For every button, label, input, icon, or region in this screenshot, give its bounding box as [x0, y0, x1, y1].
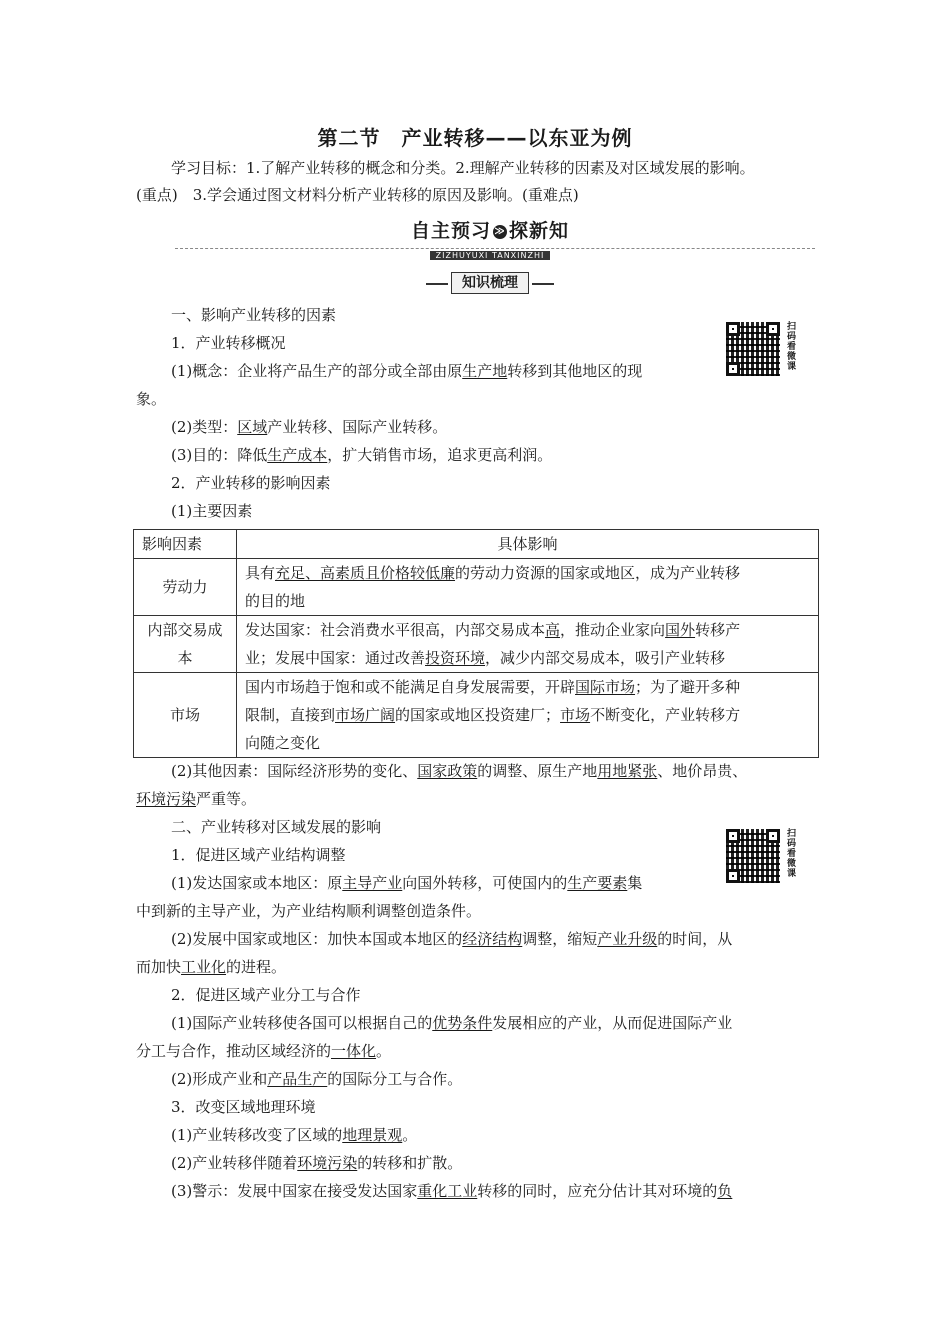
blank-answer: 环境污染: [297, 1154, 358, 1172]
text: 发达国家：社会消费水平很高，内部交易成本: [245, 621, 546, 639]
part2-s2-heading: 2．促进区域产业分工与合作: [171, 986, 361, 1004]
blank-answer: 国际市场: [575, 678, 636, 696]
main-factors-heading: (1)主要因素: [171, 502, 253, 520]
text: 、地价昂贵、: [657, 762, 748, 780]
blank-answer: 生产地: [462, 362, 508, 380]
blank-answer: 经济结构: [462, 930, 523, 948]
text: (1)发达国家或本地区：原: [171, 874, 343, 892]
text: 业；发展中国家：通过改善: [245, 649, 426, 667]
text: ，推动企业家向: [560, 621, 666, 639]
text: (1)产业转移改变了区域的: [171, 1126, 343, 1144]
blank-answer: 市场广阔: [335, 706, 396, 724]
text: (1)国际产业转移使各国可以根据自己的: [171, 1014, 433, 1032]
text: ，扩大销售市场，追求更高利润。: [327, 446, 553, 464]
section-tag: [430, 272, 550, 294]
text: (3)警示：发展中国家在接受发达国家: [171, 1182, 418, 1200]
text: (2)形成产业和: [171, 1070, 268, 1088]
factor-detail: [237, 616, 819, 673]
text: 向随之变化: [245, 734, 321, 752]
blank-answer: 产品生产: [267, 1070, 328, 1088]
environment-line1: [171, 1125, 417, 1145]
qr-caption: 扫码看微课: [787, 829, 797, 879]
part1-s2-heading: 2．产业转移的影响因素: [171, 474, 331, 492]
text: 转移产: [695, 621, 741, 639]
text: 的劳动力资源的国家或地区，成为产业转移: [455, 564, 741, 582]
text: 分工与合作，推动区域经济的: [136, 1042, 332, 1060]
blank-answer: 地理景观: [342, 1126, 403, 1144]
factor-detail: [237, 559, 819, 616]
text: 而加快: [136, 958, 182, 976]
part2-s1-heading: 1．促进区域产业结构调整: [171, 846, 346, 864]
blank-answer: 国外: [665, 621, 696, 639]
text: 向国外转移，可使国内的: [402, 874, 568, 892]
banner-title-left: 自主预习: [410, 220, 491, 242]
qr-code-icon[interactable]: [726, 322, 780, 376]
developed-line: [171, 873, 642, 893]
factor-name: [134, 616, 237, 673]
text: 的国际分工与合作。: [327, 1070, 463, 1088]
table-row: [134, 559, 819, 616]
developing-line-cont: [136, 957, 286, 977]
text: 转移到其他地区的现: [507, 362, 643, 380]
text: 严重等。: [196, 790, 257, 808]
table-header-cell: 影响因素: [134, 530, 237, 559]
concept-line-cont: 象。: [136, 390, 167, 408]
blank-answer: 市场: [560, 706, 591, 724]
blank-answer: 优势条件: [432, 1014, 493, 1032]
text: 限制，直接到: [245, 706, 336, 724]
text: (2)类型：: [171, 418, 238, 436]
qr-caption: 扫码看微课: [787, 322, 797, 372]
types-line: [171, 417, 447, 437]
text: 内部交易成: [147, 621, 223, 639]
text: 转移的同时，应充分估计其对环境的: [477, 1182, 718, 1200]
purpose-line: [171, 445, 552, 465]
text: 。: [402, 1126, 418, 1144]
text: (2)发展中国家或地区：加快本国或本地区的: [171, 930, 463, 948]
part1-s1-heading: 1．产业转移概况: [171, 334, 286, 352]
blank-answer: 产业升级: [597, 930, 658, 948]
blank-answer: 生产要素: [567, 874, 628, 892]
banner-subtitle: ZIZHUYUXI TANXINZHI: [430, 251, 551, 260]
blank-answer: 投资环境: [425, 649, 486, 667]
cooperation-line1-cont: [136, 1041, 391, 1061]
text: 产业转移、国际产业转移。: [267, 418, 448, 436]
blank-answer: 区域: [237, 418, 268, 436]
text: 发展相应的产业，从而促进国际产业: [492, 1014, 733, 1032]
factor-name: 市场: [134, 673, 237, 758]
qr-code-icon[interactable]: [726, 829, 780, 883]
banner-arrow-icon: ≫: [494, 225, 506, 237]
blank-answer: 一体化: [331, 1042, 377, 1060]
tag-line-right: [532, 283, 554, 285]
factors-table: [133, 529, 819, 758]
page-title: 第二节 产业转移——以东亚为例: [317, 126, 633, 150]
text: 的转移和扩散。: [357, 1154, 463, 1172]
factor-detail: [237, 673, 819, 758]
text: 的国家或地区投资建厂；: [395, 706, 561, 724]
blank-answer: 重化工业: [417, 1182, 478, 1200]
blank-answer: 用地紧张: [597, 762, 658, 780]
text: ；为了避开多种: [635, 678, 741, 696]
text: 的时间，从: [657, 930, 733, 948]
text: 的目的地: [245, 592, 306, 610]
cooperation-line1: [171, 1013, 732, 1033]
text: (2)其他因素：国际经济形势的变化、: [171, 762, 418, 780]
factor-name: 劳动力: [134, 559, 237, 616]
text: 的调整、原生产地: [477, 762, 598, 780]
learning-objectives-line2: (重点) 3.学会通过图文材料分析产业转移的原因及影响。(重难点): [136, 186, 579, 204]
text: 不断变化，产业转移方: [590, 706, 741, 724]
tag-line-left: [426, 283, 448, 285]
text: 。: [376, 1042, 392, 1060]
text: (1)概念：企业将产品生产的部分或全部由原: [171, 362, 463, 380]
blank-answer: 环境污染: [136, 790, 197, 808]
environment-line3: [171, 1181, 732, 1201]
blank-answer: 主导产业: [342, 874, 403, 892]
text: 的进程。: [226, 958, 287, 976]
text: (2)产业转移伴随着: [171, 1154, 298, 1172]
part2-s3-heading: 3．改变区域地理环境: [171, 1098, 316, 1116]
blank-answer: 充足、高素质且价格较低廉: [275, 564, 456, 582]
blank-answer: 高: [545, 621, 561, 639]
part2-heading: 二、产业转移对区域发展的影响: [171, 818, 382, 836]
text: ，减少内部交易成本，吸引产业转移: [485, 649, 726, 667]
dashed-divider: [175, 248, 815, 249]
learning-objectives-line1: 学习目标：1.了解产业转移的概念和分类。2.理解产业转移的因素及对区域发展的影响。: [171, 159, 755, 177]
table-row: [134, 616, 819, 673]
text: 调整，缩短: [522, 930, 598, 948]
text: 具有: [245, 564, 276, 582]
concept-line: [171, 361, 642, 381]
text: 国内市场趋于饱和或不能满足自身发展需要，开辟: [245, 678, 576, 696]
section-tag-label: 知识梳理: [451, 272, 529, 294]
blank-answer: 生产成本: [267, 446, 328, 464]
environment-line2: [171, 1153, 462, 1173]
table-row: [134, 673, 819, 758]
developed-line-cont: 中到新的主导产业，为产业结构顺利调整创造条件。: [136, 902, 482, 920]
text: (3)目的：降低: [171, 446, 268, 464]
blank-answer: 负: [717, 1182, 733, 1200]
table-header-row: [134, 530, 819, 559]
developing-line: [171, 929, 732, 949]
other-factors-line: [171, 761, 747, 781]
banner-title-right: 探新知: [509, 220, 570, 242]
table-header-cell: 具体影响: [237, 530, 819, 559]
text: 集: [627, 874, 643, 892]
blank-answer: 国家政策: [417, 762, 478, 780]
section-banner: [400, 216, 580, 262]
other-factors-line-cont: [136, 789, 256, 809]
blank-answer: 工业化: [181, 958, 227, 976]
cooperation-line2: [171, 1069, 462, 1089]
part1-heading: 一、影响产业转移的因素: [171, 306, 337, 324]
text: 本: [177, 649, 193, 667]
